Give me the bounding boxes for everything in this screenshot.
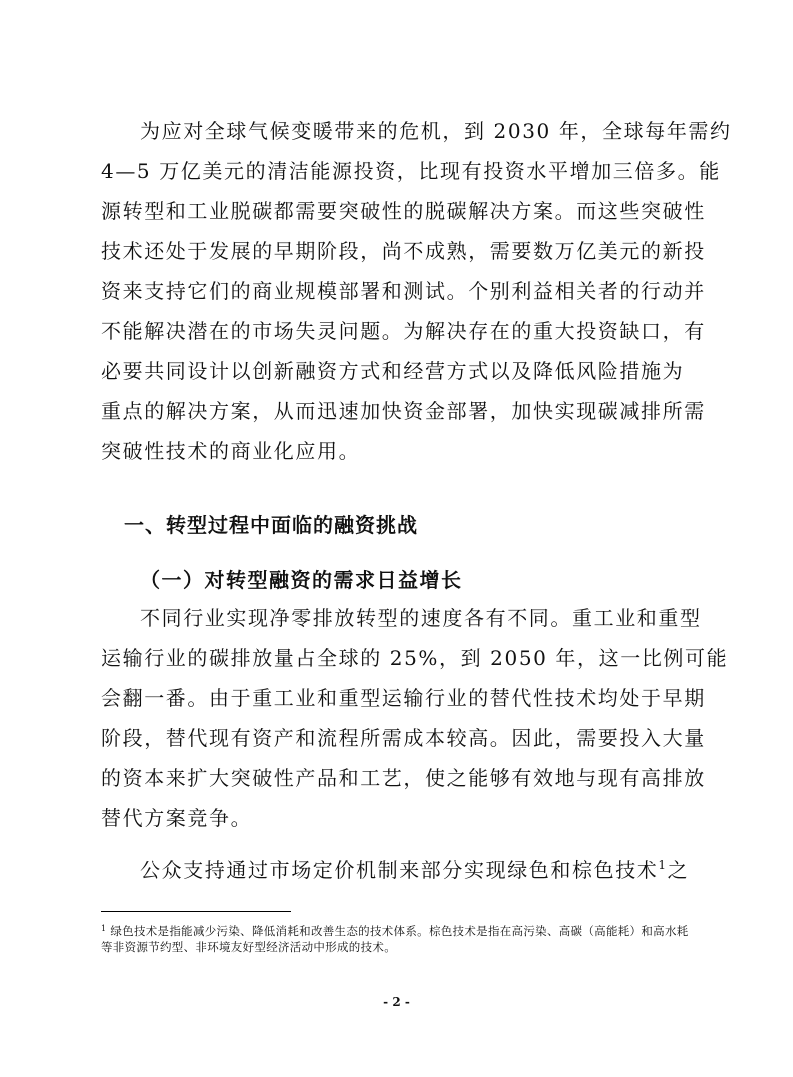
text-line: 技术还处于发展的早期阶段，尚不成熟，需要数万亿美元的新投 bbox=[101, 239, 706, 263]
paragraph-3 bbox=[140, 851, 690, 884]
text-line: 资来支持它们的商业规模部署和测试。个别利益相关者的行动并 bbox=[101, 279, 706, 303]
text-run: 公众支持通过市场定价机制来部分实现绿色和棕色技术 bbox=[140, 858, 659, 882]
text-line: 不能解决潜在的市场失灵问题。为解决存在的重大投资缺口，有 bbox=[101, 319, 706, 343]
text-line: 运输行业的碳排放量占全球的 25%，到 2050 年，这一比例可能 bbox=[101, 646, 729, 670]
footnote-marker: 1 bbox=[101, 924, 107, 933]
subsection-heading: （一）对转型融资的需求日益增长 bbox=[140, 568, 463, 592]
text-line: 源转型和工业脱碳都需要突破性的脱碳解决方案。而这些突破性 bbox=[101, 199, 706, 223]
text-line: 会翻一番。由于重工业和重型运输行业的替代性技术均处于早期 bbox=[101, 686, 706, 710]
footnote-line: 等非资源节约型、非环境友好型经济活动中形成的技术。 bbox=[101, 940, 396, 954]
text-line: 突破性技术的商业化应用。 bbox=[101, 439, 361, 463]
text-line: 不同行业实现净零排放转型的速度各有不同。重工业和重型 bbox=[140, 606, 702, 630]
text-line: 阶段，替代现有资产和流程所需成本较高。因此，需要投入大量 bbox=[101, 726, 706, 750]
text-line: 的资本来扩大突破性产品和工艺，使之能够有效地与现有高排放 bbox=[101, 766, 706, 790]
text-line: 为应对全球气候变暖带来的危机，到 2030 年，全球每年需约 bbox=[140, 119, 732, 143]
text-line: 必要共同设计以创新融资方式和经营方式以及降低风险措施为 bbox=[101, 359, 685, 383]
page-number: - 2 - bbox=[383, 995, 410, 1009]
text-line: 重点的解决方案，从而迅速加快资金部署，加快实现碳减排所需 bbox=[101, 399, 706, 423]
text-run: 之 bbox=[667, 858, 690, 882]
section-heading: 一、转型过程中面临的融资挑战 bbox=[124, 513, 418, 537]
footnote-divider bbox=[101, 911, 291, 912]
footnote-text: 绿色技术是指能减少污染、降低消耗和改善生态的技术体系。棕色技术是指在高污染、高碳（高能耗）和高水耗 bbox=[110, 924, 689, 938]
footnote-reference[interactable]: 1 bbox=[658, 858, 668, 872]
text-line: 替代方案竞争。 bbox=[101, 806, 253, 830]
text-line: 4—5 万亿美元的清洁能源投资，比现有投资水平增加三倍多。能 bbox=[101, 159, 721, 183]
